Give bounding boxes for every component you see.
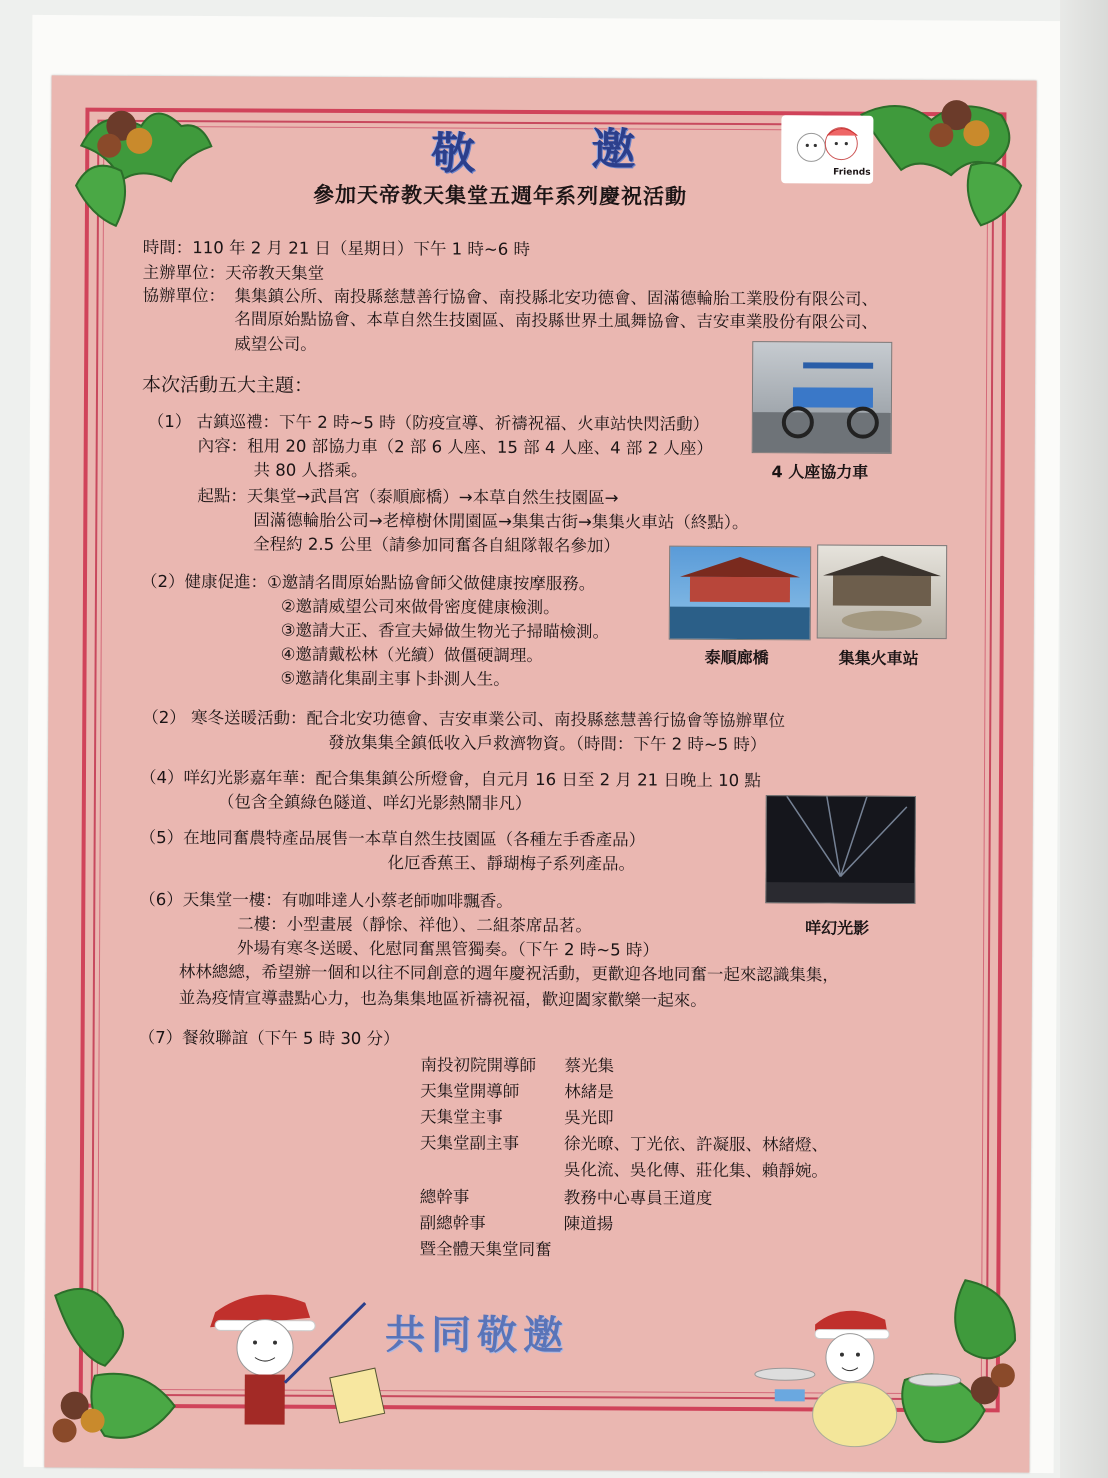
organizer: 主辦單位：天帝教天集堂 [142, 262, 325, 283]
friends-sticker [781, 115, 873, 183]
item5-line2: 化厄香蕉王、靜瑚梅子系列產品。 [387, 853, 636, 874]
co-organizer-line1: 集集鎮公所、南投縣慈慧善行協會、南投縣北安功德會、固滿德輪胎工業股份有限公司、 [234, 286, 879, 309]
light-show-photo [765, 795, 916, 904]
host-role: 天集堂開導師 [420, 1081, 520, 1101]
joint-invitation: 共同敬邀 [384, 1311, 570, 1360]
host-name: 吳化流、吳化傳、莊化集、賴靜婉。 [563, 1160, 828, 1181]
bike-photo [752, 341, 893, 454]
invite-char-2: 邀 [591, 124, 638, 176]
covered-bridge-icon [670, 547, 810, 640]
item1-line3: 共 80 人搭乘。 [253, 460, 368, 481]
holly-bottom-left-icon [34, 1275, 205, 1466]
train-station-icon [818, 545, 946, 638]
item1-line2: 內容：租用 20 部協力車（2 部 6 人座、15 部 4 人座、4 部 2 人座） [197, 436, 713, 458]
item6-line1: （6）天集堂一樓：有咖啡達人小蔡老師咖啡飄香。 [139, 889, 513, 911]
host-name: 徐光暸、丁光依、許凝服、林緒燈、 [564, 1134, 829, 1155]
tandem-bike-icon [753, 342, 892, 453]
host-role: 南投初院開導師 [420, 1055, 537, 1075]
themes-heading: 本次活動五大主題： [141, 373, 314, 397]
host-role: 暨全體天集堂同奮 [419, 1239, 552, 1260]
item1-line1: （1） 古鎮巡禮：下午 2 時~5 時（防疫宣導、祈禱祝福、火車站快閃活動） [147, 411, 710, 434]
host-name: 林緒是 [564, 1082, 614, 1102]
poster-title: 參加天帝教天集堂五週年系列慶祝活動 [312, 182, 688, 209]
page-shadow [1060, 0, 1108, 1478]
co-organizer-line3: 威望公司。 [234, 334, 317, 354]
item4-line2: （包含全鎮綠色隧道、咩幻光影熱鬧非凡） [217, 792, 532, 813]
host-row [419, 1185, 713, 1212]
host-name: 陳道揚 [563, 1214, 614, 1234]
item2-line2: ②邀請威望公司來做骨密度健康檢測。 [280, 596, 560, 618]
host-name: 教務中心專員王道度 [563, 1188, 713, 1208]
item1-line6: 全程約 2.5 公里（請參加同奮各自組隊報名參加） [253, 534, 620, 556]
host-row [420, 1131, 829, 1158]
event-time: 時間：110 年 2 月 21 日（星期日）下午 1 時~6 時 [142, 237, 531, 259]
item4-line1: （4）咩幻光影嘉年華：配合集集鎮公所燈會，自元月 16 日至 2 月 21 日晚上 10 點 [139, 767, 761, 791]
item1-line4: 起點：天集堂→武昌宮（泰順廊橋）→本草自然生技園區→ [197, 486, 619, 508]
light-beams-icon [766, 796, 915, 903]
item1-line5: 固滿德輪胎公司→老樟樹休閒園區→集集古街→集集火車站（終點）。 [253, 510, 749, 533]
station-photo [817, 544, 947, 639]
hosts-list [419, 1053, 829, 1264]
co-organizer-line2: 名間原始點協會、本草自然生技園區、南投縣世界土風舞協會、吉安車業股份有限公司、 [234, 309, 878, 332]
item6-line4: 林林總總，希望辦一個和以往不同創意的週年慶祝活動，更歡迎各地同奮一起來認識集集， [178, 962, 840, 985]
item5-line1: （5）在地同奮農特產品展售一本草自然生技園區（各種左手香產品） [139, 827, 646, 850]
bridge-caption: 泰順廊橋 [704, 647, 769, 668]
host-row [419, 1211, 614, 1238]
host-name: 蔡光集 [564, 1056, 615, 1076]
host-row [420, 1105, 614, 1132]
santa-conductor-icon [194, 1282, 405, 1443]
host-row [420, 1079, 614, 1106]
host-role: 副總幹事 [419, 1213, 486, 1233]
item7-line1: （7）餐敘聯誼（下午 5 時 30 分） [138, 1027, 400, 1049]
item2-line1: （2）健康促進：①邀請名間原始點協會師父做健康按摩服務。 [140, 571, 596, 594]
host-row [420, 1053, 615, 1080]
host-name: 吳光即 [564, 1108, 614, 1128]
item2-line3: ③邀請大正、香宣夫婦做生物光子掃瞄檢測。 [280, 620, 610, 642]
invite-char-1: 敬 [431, 128, 478, 180]
holly-top-right-icon [851, 85, 1037, 236]
item6-line2: 二樓：小型畫展（靜悇、祥他）、二組茶席品茗。 [237, 914, 593, 936]
item3-line1: （2） 寒冬送暖活動：配合北安功德會、吉安車業公司、南投縣慈慧善行協會等協辦單位 [142, 707, 786, 731]
item2-line4: ④邀請戴松林（光續）做僵硬調理。 [280, 644, 543, 666]
invitation-poster [44, 75, 1036, 1472]
host-role: 總幹事 [419, 1187, 470, 1207]
host-row [419, 1237, 551, 1264]
bike-caption: 4 人座協力車 [771, 462, 869, 482]
item6-line3: 外場有寒冬送暖、化慰同奮黑管獨奏。（下午 2 時~5 時） [237, 938, 659, 960]
host-role: 天集堂主事 [420, 1107, 503, 1127]
santa-drummer-icon [744, 1299, 975, 1450]
item2-line5: ⑤邀請化集副主事卜卦測人生。 [280, 668, 510, 689]
lights-caption: 咩幻光影 [805, 918, 870, 938]
item3-line2: 發放集集全鎮低收入戶救濟物資。（時間：下午 2 時~5 時） [328, 732, 767, 755]
holly-top-left-icon [61, 85, 252, 236]
sticker-label: Friends [833, 167, 871, 178]
co-organizer-label: 協辦單位： [142, 285, 226, 306]
host-role: 天集堂副主事 [420, 1133, 520, 1153]
bridge-photo [669, 546, 811, 641]
host-row [420, 1157, 828, 1186]
item6-line5: 並為疫情宣導盡點心力，也為集集地區祈禱祝福，歡迎闔家歡樂一起來。 [178, 988, 707, 1010]
station-caption: 集集火車站 [838, 648, 919, 668]
